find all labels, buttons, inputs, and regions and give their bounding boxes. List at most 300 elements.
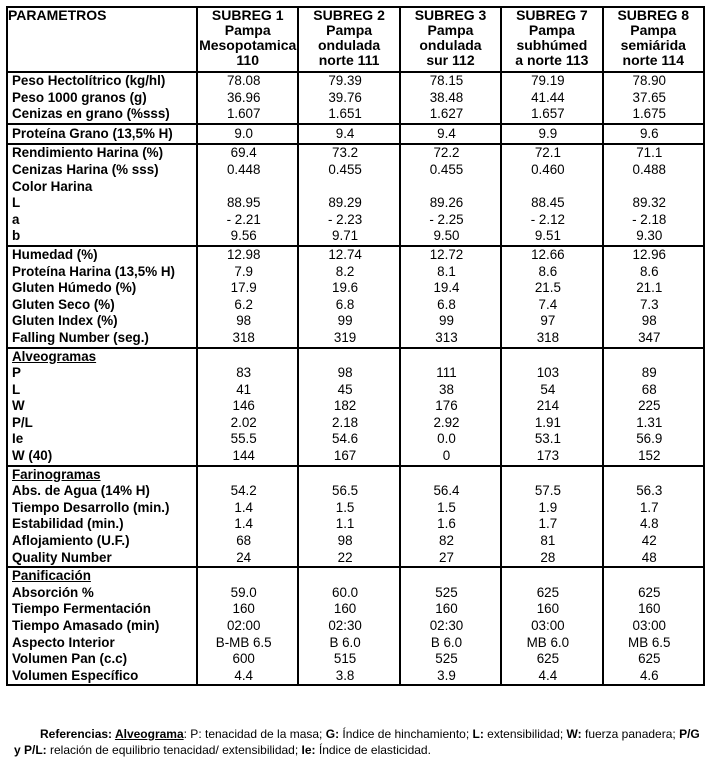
value-cell [197,466,298,484]
value-cell: 1.4 [197,500,298,517]
value-cell: 59.0 [197,585,298,602]
table-row [7,246,704,264]
value-cell: 54.6 [298,431,399,448]
value-cell: 72.1 [501,144,602,162]
parameter-group [7,466,704,568]
parameter-label: Estabilidad (min.) [7,516,197,533]
value-cell: 99 [400,313,501,330]
subregion-header-line: norte 114 [622,52,684,68]
value-cell: 03:00 [501,618,602,635]
value-cell: 7.9 [197,264,298,281]
value-cell: 144 [197,448,298,466]
value-cell: 0.0 [400,431,501,448]
value-cell: 1.6 [400,516,501,533]
value-cell: 53.1 [501,431,602,448]
value-cell: 21.5 [501,280,602,297]
value-cell: 27 [400,550,501,568]
value-cell: 1.91 [501,415,602,432]
value-cell: 82 [400,533,501,550]
references-footnote [14,727,704,758]
quality-parameters-table [6,6,705,686]
parameter-label: Humedad (%) [7,246,197,264]
table-row [7,313,704,330]
value-cell: 319 [298,330,399,348]
value-cell [298,179,399,196]
value-cell: B 6.0 [298,635,399,652]
value-cell: 81 [501,533,602,550]
value-cell: 152 [603,448,704,466]
value-cell: 160 [400,601,501,618]
value-cell: 9.0 [197,124,298,145]
value-cell [400,179,501,196]
table-row [7,195,704,212]
parameter-group [7,124,704,145]
value-cell: 12.66 [501,246,602,264]
table-row [7,466,704,484]
value-cell: 176 [400,398,501,415]
subregion-header-line: SUBREG 1 [211,7,284,23]
parameter-group [7,144,704,246]
table-row [7,398,704,415]
subregion-header-line: Pampa [326,22,373,38]
value-cell: 9.30 [603,228,704,246]
value-cell: 7.3 [603,297,704,314]
value-cell: 12.96 [603,246,704,264]
value-cell: 54.2 [197,483,298,500]
value-cell: 8.6 [603,264,704,281]
subregion-header-line: SUBREG 2 [313,7,385,23]
table-row [7,162,704,179]
parameter-label: Aflojamiento (U.F.) [7,533,197,550]
value-cell: - 2.25 [400,212,501,229]
value-cell: 22 [298,550,399,568]
value-cell: 9.4 [298,124,399,145]
parameter-group [7,348,704,466]
value-cell [603,567,704,585]
value-cell [197,179,298,196]
parameter-group [7,246,704,348]
value-cell: 89.26 [400,195,501,212]
subregion-header [603,7,704,72]
value-cell: 89.29 [298,195,399,212]
value-cell: 42 [603,533,704,550]
value-cell: 160 [603,601,704,618]
value-cell: 1.7 [603,500,704,517]
value-cell: 54 [501,382,602,399]
value-cell [400,348,501,366]
subregion-header [197,7,298,72]
value-cell: 160 [197,601,298,618]
table-row [7,348,704,366]
parameter-label: Absorción % [7,585,197,602]
subregion-header-line: ondulada [317,37,381,53]
value-cell: 98 [197,313,298,330]
value-cell [298,567,399,585]
parameter-label: Abs. de Agua (14% H) [7,483,197,500]
value-cell: - 2.23 [298,212,399,229]
value-cell: 111 [400,365,501,382]
reference-text: Ie: [301,742,316,757]
table-row [7,567,704,585]
value-cell: 71.1 [603,144,704,162]
value-cell: 78.15 [400,72,501,90]
parameter-label: Peso Hectolítrico (kg/hl) [7,72,197,90]
value-cell: 0 [400,448,501,466]
parameter-label: L [7,195,197,212]
table-row [7,448,704,466]
value-cell: 160 [501,601,602,618]
table-row [7,144,704,162]
value-cell: 88.45 [501,195,602,212]
value-cell: 19.6 [298,280,399,297]
value-cell: 98 [298,533,399,550]
reference-text: P/G y P/L: [14,727,700,757]
value-cell: 2.02 [197,415,298,432]
value-cell: 89.32 [603,195,704,212]
value-cell [501,348,602,366]
parameter-label: Color Harina [7,179,197,196]
value-cell [603,466,704,484]
value-cell: 9.9 [501,124,602,145]
reference-text: Alveograma [114,727,184,741]
value-cell: 0.455 [298,162,399,179]
parameter-label: P/L [7,415,197,432]
value-cell: 525 [400,651,501,668]
parameter-label: b [7,228,197,246]
parameter-label: W (40) [7,448,197,466]
table-row [7,585,704,602]
reference-text: L: [472,727,484,741]
table-row [7,106,704,124]
value-cell: 21.1 [603,280,704,297]
reference-text: G: [325,727,340,741]
table-row [7,431,704,448]
table-row [7,382,704,399]
value-cell [501,567,602,585]
value-cell: 78.08 [197,72,298,90]
table-row [7,280,704,297]
value-cell: 1.4 [197,516,298,533]
value-cell: 02:00 [197,618,298,635]
subregion-header [298,7,399,72]
parameter-label: a [7,212,197,229]
section-heading: Panificación [7,567,197,585]
reference-text: relación de equilibrio tenacidad/ extensibilidad; [46,742,302,757]
subregion-header-line: subhúmed [516,37,588,53]
value-cell: 625 [501,585,602,602]
value-cell: 98 [603,313,704,330]
value-cell: 318 [501,330,602,348]
value-cell: 97 [501,313,602,330]
subregion-header-line: a norte 113 [515,52,589,68]
subregion-header-line: Mesopotamica [199,37,297,53]
parameter-label: W [7,398,197,415]
value-cell: 1.31 [603,415,704,432]
value-cell: 12.98 [197,246,298,264]
table-row [7,601,704,618]
parameter-label: Rendimiento Harina (%) [7,144,197,162]
value-cell: 160 [298,601,399,618]
table-row [7,635,704,652]
value-cell: 4.4 [501,668,602,686]
value-cell: 4.8 [603,516,704,533]
value-cell: 72.2 [400,144,501,162]
value-cell: 1.675 [603,106,704,124]
value-cell [298,348,399,366]
table-row [7,500,704,517]
value-cell: 39.76 [298,90,399,107]
value-cell: 347 [603,330,704,348]
value-cell: 3.8 [298,668,399,686]
table-row [7,415,704,432]
value-cell: 56.4 [400,483,501,500]
table-row [7,651,704,668]
parameter-label: Gluten Húmedo (%) [7,280,197,297]
table-row [7,365,704,382]
subregion-header-line: SUBREG 3 [414,7,487,23]
parameter-label: Tiempo Amasado (min) [7,618,197,635]
table-row [7,228,704,246]
header-row [7,7,704,72]
parameter-label: L [7,382,197,399]
reference-text: Referencias: [40,727,115,741]
value-cell: 02:30 [400,618,501,635]
value-cell: 38.48 [400,90,501,107]
value-cell: 8.2 [298,264,399,281]
parameter-label: Falling Number (seg.) [7,330,197,348]
value-cell: 37.65 [603,90,704,107]
parameter-label: Cenizas en grano (%sss) [7,106,197,124]
table-row [7,212,704,229]
parameter-label: Volumen Específico [7,668,197,686]
value-cell: 24 [197,550,298,568]
value-cell: 6.8 [298,297,399,314]
value-cell: 600 [197,651,298,668]
value-cell: 2.92 [400,415,501,432]
value-cell: 1.651 [298,106,399,124]
value-cell: 68 [197,533,298,550]
parameter-group [7,567,704,685]
table-row [7,179,704,196]
value-cell: 9.56 [197,228,298,246]
subregion-header-line: sur 112 [426,52,475,68]
value-cell: 318 [197,330,298,348]
table-row [7,668,704,686]
table-row [7,90,704,107]
parameter-label: P [7,365,197,382]
value-cell: 69.4 [197,144,298,162]
value-cell: - 2.12 [501,212,602,229]
subregion-header-line: SUBREG 8 [617,7,690,23]
parameter-label: Proteína Harina (13,5% H) [7,264,197,281]
table-row [7,516,704,533]
value-cell: 41 [197,382,298,399]
value-cell: 9.4 [400,124,501,145]
subregion-header-line: 110 [236,52,259,68]
parameter-label: Volumen Pan (c.c) [7,651,197,668]
reference-text: extensibilidad; [483,727,567,741]
value-cell: 146 [197,398,298,415]
value-cell: 56.9 [603,431,704,448]
parameter-label: Peso 1000 granos (g) [7,90,197,107]
section-heading: Alveogramas [7,348,197,366]
value-cell: 48 [603,550,704,568]
value-cell: 0.455 [400,162,501,179]
value-cell: 225 [603,398,704,415]
table-row [7,330,704,348]
value-cell: 525 [400,585,501,602]
value-cell: MB 6.0 [501,635,602,652]
value-cell: 38 [400,382,501,399]
value-cell: 515 [298,651,399,668]
value-cell: 313 [400,330,501,348]
value-cell: B 6.0 [400,635,501,652]
parameter-label: Tiempo Desarrollo (min.) [7,500,197,517]
table-row [7,550,704,568]
value-cell: 6.2 [197,297,298,314]
table-row [7,72,704,90]
value-cell: 98 [298,365,399,382]
parameter-label: Gluten Index (%) [7,313,197,330]
subregion-header-line: ondulada [419,37,482,53]
subregion-header [400,7,501,72]
value-cell: 83 [197,365,298,382]
value-cell: 1.627 [400,106,501,124]
value-cell: 1.5 [400,500,501,517]
value-cell: 9.50 [400,228,501,246]
value-cell: 0.488 [603,162,704,179]
value-cell: B-MB 6.5 [197,635,298,652]
value-cell: 8.1 [400,264,501,281]
value-cell: 17.9 [197,280,298,297]
subregion-header-line: norte 111 [318,52,380,68]
value-cell: MB 6.5 [603,635,704,652]
parameter-group [7,72,704,124]
reference-text: : P: tenacidad de la masa; [183,727,326,741]
value-cell: 19.4 [400,280,501,297]
subregion-header-line: Pampa [224,22,271,38]
value-cell: 79.19 [501,72,602,90]
parameter-label: Proteína Grano (13,5% H) [7,124,197,145]
reference-text: fuerza panadera; [581,727,680,741]
value-cell: 55.5 [197,431,298,448]
value-cell: 12.74 [298,246,399,264]
value-cell: 88.95 [197,195,298,212]
value-cell: 173 [501,448,602,466]
value-cell: 103 [501,365,602,382]
value-cell: - 2.21 [197,212,298,229]
value-cell: 12.72 [400,246,501,264]
value-cell [298,466,399,484]
value-cell: 28 [501,550,602,568]
value-cell: 56.5 [298,483,399,500]
value-cell: - 2.18 [603,212,704,229]
table-row [7,264,704,281]
value-cell: 214 [501,398,602,415]
value-cell: 2.18 [298,415,399,432]
value-cell: 3.9 [400,668,501,686]
parameter-label: Cenizas Harina (% sss) [7,162,197,179]
value-cell: 1.5 [298,500,399,517]
table-row [7,297,704,314]
value-cell: 41.44 [501,90,602,107]
subregion-header [501,7,602,72]
value-cell: 1.1 [298,516,399,533]
subregion-header-line: semiárida [620,37,686,53]
value-cell: 60.0 [298,585,399,602]
value-cell: 45 [298,382,399,399]
value-cell: 03:00 [603,618,704,635]
value-cell: 4.4 [197,668,298,686]
value-cell [197,348,298,366]
value-cell: 79.39 [298,72,399,90]
subregion-header-line: SUBREG 7 [516,7,588,23]
value-cell [501,179,602,196]
value-cell: 182 [298,398,399,415]
value-cell: 89 [603,365,704,382]
reference-text: Índice de hinchamiento; [339,727,473,741]
value-cell: 9.6 [603,124,704,145]
value-cell: 78.90 [603,72,704,90]
value-cell: 68 [603,382,704,399]
value-cell: 9.51 [501,228,602,246]
table-row [7,618,704,635]
parameter-label: Tiempo Fermentación [7,601,197,618]
parameters-header: PARAMETROS [7,7,197,72]
value-cell: 6.8 [400,297,501,314]
reference-text: W: [566,727,582,741]
value-cell: 167 [298,448,399,466]
value-cell: 1.657 [501,106,602,124]
parameter-label: Gluten Seco (%) [7,297,197,314]
parameter-label: Aspecto Interior [7,635,197,652]
value-cell: 99 [298,313,399,330]
value-cell [603,348,704,366]
value-cell: 625 [501,651,602,668]
value-cell [603,179,704,196]
table-row [7,533,704,550]
table-row [7,483,704,500]
value-cell: 57.5 [501,483,602,500]
value-cell: 02:30 [298,618,399,635]
subregion-header-line: Pampa [528,22,575,38]
value-cell: 8.6 [501,264,602,281]
parameter-label: Quality Number [7,550,197,568]
value-cell: 0.460 [501,162,602,179]
value-cell [197,567,298,585]
value-cell: 1.7 [501,516,602,533]
table-row [7,124,704,145]
value-cell: 36.96 [197,90,298,107]
value-cell: 1.9 [501,500,602,517]
value-cell [400,466,501,484]
value-cell: 56.3 [603,483,704,500]
value-cell: 7.4 [501,297,602,314]
section-heading: Farinogramas [7,466,197,484]
value-cell: 9.71 [298,228,399,246]
subregion-header-line: Pampa [427,22,474,38]
value-cell: 4.6 [603,668,704,686]
value-cell: 1.607 [197,106,298,124]
value-cell [400,567,501,585]
value-cell: 0.448 [197,162,298,179]
parameter-label: Ie [7,431,197,448]
value-cell: 73.2 [298,144,399,162]
subregion-header-line: Pampa [630,22,677,38]
reference-text: Índice de elasticidad. [315,742,431,757]
value-cell: 625 [603,585,704,602]
value-cell [501,466,602,484]
